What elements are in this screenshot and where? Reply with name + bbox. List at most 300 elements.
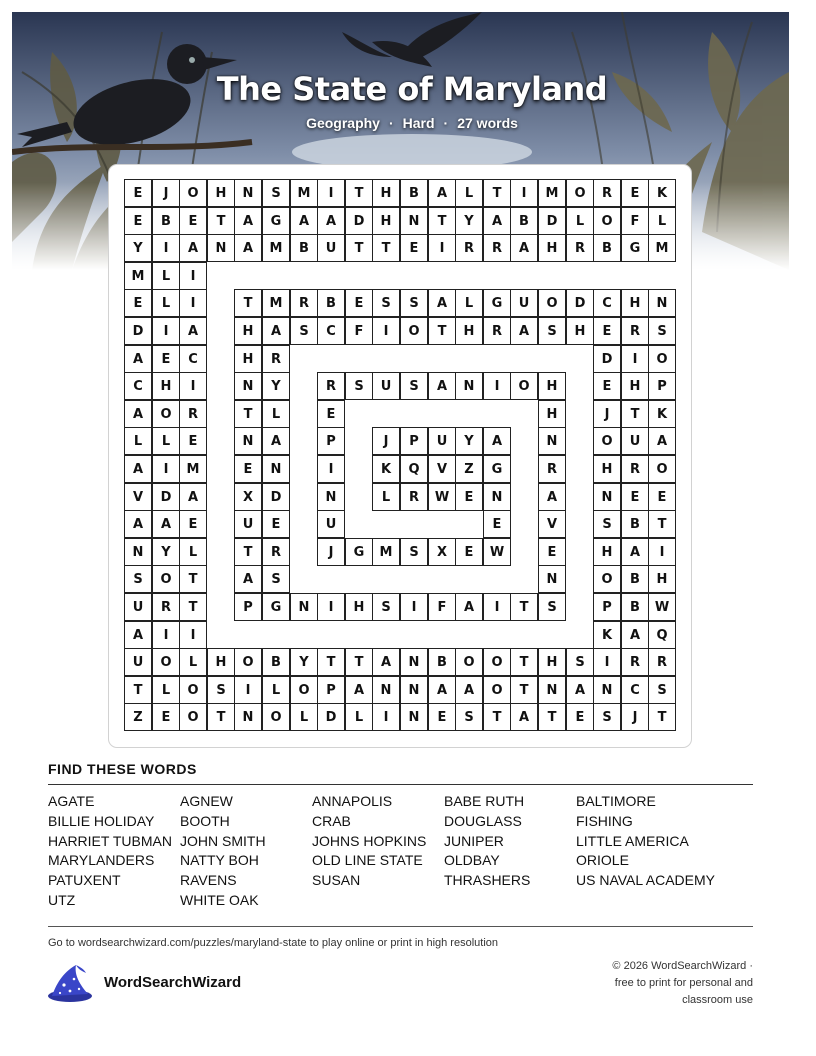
grid-cell[interactable]: B xyxy=(428,648,456,676)
grid-cell[interactable]: N xyxy=(400,207,428,235)
grid-cell[interactable]: C xyxy=(124,372,152,400)
grid-cell[interactable]: G xyxy=(621,234,649,262)
grid-cell[interactable]: A xyxy=(428,676,456,704)
grid-cell[interactable]: V xyxy=(538,510,566,538)
grid-cell[interactable]: I xyxy=(179,372,207,400)
grid-cell[interactable]: A xyxy=(510,234,538,262)
grid-cell[interactable]: O xyxy=(400,317,428,345)
grid-cell[interactable]: I xyxy=(621,345,649,373)
grid-cell[interactable]: N xyxy=(483,483,511,511)
grid-cell[interactable]: A xyxy=(510,317,538,345)
grid-cell[interactable]: H xyxy=(593,455,621,483)
grid-cell[interactable]: W xyxy=(428,483,456,511)
grid-cell[interactable]: D xyxy=(538,207,566,235)
grid-cell[interactable]: X xyxy=(234,483,262,511)
grid-cell[interactable]: O xyxy=(262,703,290,731)
grid-cell[interactable]: P xyxy=(234,593,262,621)
grid-cell[interactable]: V xyxy=(124,483,152,511)
grid-cell[interactable]: K xyxy=(372,455,400,483)
grid-cell[interactable]: C xyxy=(179,345,207,373)
grid-cell[interactable]: O xyxy=(290,676,318,704)
grid-cell[interactable]: U xyxy=(234,510,262,538)
grid-cell[interactable]: D xyxy=(152,483,180,511)
grid-cell[interactable]: D xyxy=(593,345,621,373)
grid-cell[interactable]: R xyxy=(621,455,649,483)
grid-cell[interactable]: N xyxy=(400,648,428,676)
grid-cell[interactable]: N xyxy=(317,483,345,511)
grid-cell[interactable]: O xyxy=(455,648,483,676)
grid-cell[interactable]: L xyxy=(455,179,483,207)
grid-cell[interactable]: V xyxy=(428,455,456,483)
grid-cell[interactable]: R xyxy=(621,648,649,676)
grid-cell[interactable]: N xyxy=(593,483,621,511)
grid-cell[interactable]: S xyxy=(262,565,290,593)
grid-cell[interactable]: N xyxy=(455,372,483,400)
grid-cell[interactable]: O xyxy=(510,372,538,400)
grid-cell[interactable]: R xyxy=(262,538,290,566)
grid-cell[interactable]: K xyxy=(593,621,621,649)
grid-cell[interactable]: T xyxy=(234,400,262,428)
grid-cell[interactable]: M xyxy=(262,289,290,317)
grid-cell[interactable]: I xyxy=(428,234,456,262)
grid-cell[interactable]: D xyxy=(345,207,373,235)
grid-cell[interactable]: Y xyxy=(152,538,180,566)
grid-cell[interactable]: H xyxy=(538,400,566,428)
grid-cell[interactable]: B xyxy=(262,648,290,676)
grid-cell[interactable]: A xyxy=(234,565,262,593)
grid-cell[interactable]: U xyxy=(621,427,649,455)
grid-cell[interactable]: Y xyxy=(290,648,318,676)
grid-cell[interactable]: T xyxy=(510,676,538,704)
grid-cell[interactable]: I xyxy=(372,703,400,731)
grid-cell[interactable]: P xyxy=(400,427,428,455)
grid-cell[interactable]: M xyxy=(290,179,318,207)
grid-cell[interactable]: G xyxy=(262,207,290,235)
grid-cell[interactable]: H xyxy=(538,372,566,400)
grid-cell[interactable]: T xyxy=(510,648,538,676)
grid-cell[interactable]: N xyxy=(372,676,400,704)
grid-cell[interactable]: H xyxy=(538,234,566,262)
grid-cell[interactable]: N xyxy=(234,427,262,455)
grid-cell[interactable]: O xyxy=(152,400,180,428)
grid-cell[interactable]: J xyxy=(621,703,649,731)
grid-cell[interactable]: O xyxy=(648,455,676,483)
grid-cell[interactable]: Q xyxy=(648,621,676,649)
grid-cell[interactable]: H xyxy=(152,372,180,400)
grid-cell[interactable]: I xyxy=(152,621,180,649)
grid-cell[interactable]: C xyxy=(621,676,649,704)
grid-cell[interactable]: A xyxy=(262,317,290,345)
grid-cell[interactable]: A xyxy=(428,289,456,317)
grid-cell[interactable]: L xyxy=(179,538,207,566)
grid-cell[interactable]: E xyxy=(538,538,566,566)
grid-cell[interactable]: E xyxy=(345,289,373,317)
grid-cell[interactable]: W xyxy=(648,593,676,621)
grid-cell[interactable]: A xyxy=(234,207,262,235)
grid-cell[interactable]: E xyxy=(483,510,511,538)
grid-cell[interactable]: E xyxy=(152,345,180,373)
grid-cell[interactable]: O xyxy=(593,207,621,235)
grid-cell[interactable]: L xyxy=(152,427,180,455)
grid-cell[interactable]: I xyxy=(317,455,345,483)
grid-cell[interactable]: B xyxy=(152,207,180,235)
grid-cell[interactable]: S xyxy=(124,565,152,593)
grid-cell[interactable]: L xyxy=(262,400,290,428)
grid-cell[interactable]: D xyxy=(124,317,152,345)
grid-cell[interactable]: B xyxy=(400,179,428,207)
grid-cell[interactable]: O xyxy=(566,179,594,207)
grid-cell[interactable]: F xyxy=(345,317,373,345)
grid-cell[interactable]: N xyxy=(234,372,262,400)
grid-cell[interactable]: B xyxy=(290,234,318,262)
grid-cell[interactable]: F xyxy=(428,593,456,621)
grid-cell[interactable]: K xyxy=(648,179,676,207)
grid-cell[interactable]: I xyxy=(179,289,207,317)
grid-cell[interactable]: S xyxy=(593,703,621,731)
grid-cell[interactable]: O xyxy=(179,179,207,207)
grid-cell[interactable]: A xyxy=(621,538,649,566)
grid-cell[interactable]: J xyxy=(593,400,621,428)
grid-cell[interactable]: A xyxy=(372,648,400,676)
grid-cell[interactable]: B xyxy=(621,565,649,593)
grid-cell[interactable]: S xyxy=(593,510,621,538)
grid-cell[interactable]: T xyxy=(234,289,262,317)
grid-cell[interactable]: O xyxy=(179,703,207,731)
grid-cell[interactable]: L xyxy=(290,703,318,731)
grid-cell[interactable]: L xyxy=(648,207,676,235)
grid-cell[interactable]: M xyxy=(372,538,400,566)
grid-cell[interactable]: F xyxy=(621,207,649,235)
grid-cell[interactable]: T xyxy=(207,703,235,731)
grid-cell[interactable]: R xyxy=(538,455,566,483)
grid-cell[interactable]: N xyxy=(593,676,621,704)
grid-cell[interactable]: S xyxy=(648,676,676,704)
grid-cell[interactable]: A xyxy=(124,455,152,483)
grid-cell[interactable]: T xyxy=(345,179,373,207)
grid-cell[interactable]: E xyxy=(262,510,290,538)
grid-cell[interactable]: R xyxy=(648,648,676,676)
grid-cell[interactable]: O xyxy=(593,427,621,455)
grid-cell[interactable]: T xyxy=(510,593,538,621)
grid-cell[interactable]: A xyxy=(455,676,483,704)
grid-cell[interactable]: A xyxy=(455,593,483,621)
grid-cell[interactable]: E xyxy=(124,289,152,317)
grid-cell[interactable]: I xyxy=(400,593,428,621)
grid-cell[interactable]: T xyxy=(179,565,207,593)
grid-cell[interactable]: R xyxy=(317,372,345,400)
grid-cell[interactable]: E xyxy=(455,483,483,511)
grid-cell[interactable]: U xyxy=(428,427,456,455)
grid-cell[interactable]: T xyxy=(428,317,456,345)
grid-cell[interactable]: Y xyxy=(455,427,483,455)
grid-cell[interactable]: E xyxy=(234,455,262,483)
grid-cell[interactable]: L xyxy=(152,262,180,290)
grid-cell[interactable]: C xyxy=(593,289,621,317)
grid-cell[interactable]: Y xyxy=(124,234,152,262)
grid-cell[interactable]: E xyxy=(124,207,152,235)
grid-cell[interactable]: L xyxy=(455,289,483,317)
grid-cell[interactable]: N xyxy=(538,676,566,704)
grid-cell[interactable]: A xyxy=(317,207,345,235)
grid-cell[interactable]: L xyxy=(372,483,400,511)
grid-cell[interactable]: B xyxy=(593,234,621,262)
grid-cell[interactable]: H xyxy=(372,179,400,207)
grid-cell[interactable]: N xyxy=(262,455,290,483)
grid-cell[interactable]: H xyxy=(372,207,400,235)
grid-cell[interactable]: N xyxy=(234,179,262,207)
grid-cell[interactable]: S xyxy=(455,703,483,731)
grid-cell[interactable]: R xyxy=(262,345,290,373)
grid-cell[interactable]: B xyxy=(317,289,345,317)
grid-cell[interactable]: T xyxy=(207,207,235,235)
grid-cell[interactable]: I xyxy=(317,593,345,621)
grid-cell[interactable]: I xyxy=(152,455,180,483)
grid-cell[interactable]: S xyxy=(372,289,400,317)
grid-cell[interactable]: O xyxy=(152,565,180,593)
grid-cell[interactable]: O xyxy=(593,565,621,593)
grid-cell[interactable]: R xyxy=(400,483,428,511)
grid-cell[interactable]: H xyxy=(621,372,649,400)
grid-cell[interactable]: S xyxy=(345,372,373,400)
grid-cell[interactable]: I xyxy=(152,234,180,262)
grid-cell[interactable]: S xyxy=(566,648,594,676)
grid-cell[interactable]: H xyxy=(648,565,676,593)
grid-cell[interactable]: R xyxy=(621,317,649,345)
grid-cell[interactable]: I xyxy=(179,262,207,290)
grid-cell[interactable]: T xyxy=(483,703,511,731)
grid-cell[interactable]: N xyxy=(538,565,566,593)
grid-cell[interactable]: E xyxy=(593,317,621,345)
grid-cell[interactable]: D xyxy=(317,703,345,731)
grid-cell[interactable]: T xyxy=(372,234,400,262)
grid-cell[interactable]: K xyxy=(648,400,676,428)
grid-cell[interactable]: S xyxy=(538,317,566,345)
grid-cell[interactable]: P xyxy=(317,676,345,704)
grid-cell[interactable]: O xyxy=(483,648,511,676)
grid-cell[interactable]: A xyxy=(179,317,207,345)
grid-cell[interactable]: N xyxy=(124,538,152,566)
grid-cell[interactable]: S xyxy=(207,676,235,704)
grid-cell[interactable]: T xyxy=(483,179,511,207)
grid-cell[interactable]: E xyxy=(124,179,152,207)
grid-cell[interactable]: I xyxy=(483,372,511,400)
grid-cell[interactable]: E xyxy=(400,234,428,262)
grid-cell[interactable]: X xyxy=(428,538,456,566)
grid-cell[interactable]: O xyxy=(648,345,676,373)
grid-cell[interactable]: S xyxy=(262,179,290,207)
grid-cell[interactable]: P xyxy=(317,427,345,455)
grid-cell[interactable]: U xyxy=(317,510,345,538)
grid-cell[interactable]: A xyxy=(124,621,152,649)
grid-cell[interactable]: D xyxy=(566,289,594,317)
grid-cell[interactable]: A xyxy=(152,510,180,538)
online-note[interactable]: Go to wordsearchwizard.com/puzzles/maryland-state to play online or print in high resolution xyxy=(48,937,498,949)
grid-cell[interactable]: T xyxy=(317,648,345,676)
grid-cell[interactable]: L xyxy=(345,703,373,731)
grid-cell[interactable]: I xyxy=(593,648,621,676)
grid-cell[interactable]: O xyxy=(179,676,207,704)
grid-cell[interactable]: N xyxy=(400,676,428,704)
grid-cell[interactable]: A xyxy=(124,400,152,428)
grid-cell[interactable]: S xyxy=(400,372,428,400)
grid-cell[interactable]: M xyxy=(179,455,207,483)
grid-cell[interactable]: E xyxy=(566,703,594,731)
grid-cell[interactable]: O xyxy=(483,676,511,704)
grid-cell[interactable]: I xyxy=(483,593,511,621)
grid-cell[interactable]: A xyxy=(179,483,207,511)
grid-cell[interactable]: I xyxy=(152,317,180,345)
grid-cell[interactable]: S xyxy=(400,289,428,317)
grid-cell[interactable]: A xyxy=(124,510,152,538)
grid-cell[interactable]: H xyxy=(566,317,594,345)
grid-cell[interactable]: R xyxy=(152,593,180,621)
grid-cell[interactable]: T xyxy=(345,234,373,262)
grid-cell[interactable]: Q xyxy=(400,455,428,483)
grid-cell[interactable]: E xyxy=(428,703,456,731)
grid-cell[interactable]: R xyxy=(483,317,511,345)
grid-cell[interactable]: L xyxy=(152,676,180,704)
grid-cell[interactable]: Z xyxy=(124,703,152,731)
grid-cell[interactable]: R xyxy=(455,234,483,262)
grid-cell[interactable]: H xyxy=(207,648,235,676)
grid-cell[interactable]: O xyxy=(152,648,180,676)
grid-cell[interactable]: M xyxy=(262,234,290,262)
grid-cell[interactable]: N xyxy=(234,703,262,731)
grid-cell[interactable]: H xyxy=(455,317,483,345)
grid-cell[interactable]: T xyxy=(234,538,262,566)
grid-cell[interactable]: E xyxy=(455,538,483,566)
grid-cell[interactable]: T xyxy=(648,510,676,538)
grid-cell[interactable]: E xyxy=(179,207,207,235)
grid-cell[interactable]: O xyxy=(538,289,566,317)
grid-cell[interactable]: I xyxy=(372,317,400,345)
grid-cell[interactable]: H xyxy=(621,289,649,317)
grid-cell[interactable]: R xyxy=(179,400,207,428)
grid-cell[interactable]: E xyxy=(621,179,649,207)
grid-cell[interactable]: T xyxy=(124,676,152,704)
grid-cell[interactable]: R xyxy=(593,179,621,207)
grid-cell[interactable]: I xyxy=(234,676,262,704)
grid-cell[interactable]: A xyxy=(538,483,566,511)
grid-cell[interactable]: N xyxy=(538,427,566,455)
grid-cell[interactable]: H xyxy=(345,593,373,621)
grid-cell[interactable]: L xyxy=(152,289,180,317)
grid-cell[interactable]: E xyxy=(593,372,621,400)
grid-cell[interactable]: E xyxy=(648,483,676,511)
grid-cell[interactable]: E xyxy=(152,703,180,731)
grid-cell[interactable]: D xyxy=(262,483,290,511)
grid-cell[interactable]: R xyxy=(483,234,511,262)
grid-cell[interactable]: A xyxy=(290,207,318,235)
brand-name[interactable]: WordSearchWizard xyxy=(104,974,242,991)
grid-cell[interactable]: A xyxy=(428,179,456,207)
grid-cell[interactable]: J xyxy=(372,427,400,455)
grid-cell[interactable]: L xyxy=(262,676,290,704)
grid-cell[interactable]: Z xyxy=(455,455,483,483)
grid-cell[interactable]: Y xyxy=(455,207,483,235)
grid-cell[interactable]: S xyxy=(372,593,400,621)
grid-cell[interactable]: A xyxy=(345,676,373,704)
grid-cell[interactable]: A xyxy=(234,234,262,262)
grid-cell[interactable]: S xyxy=(648,317,676,345)
grid-cell[interactable]: E xyxy=(621,483,649,511)
grid-cell[interactable]: H xyxy=(234,345,262,373)
grid-cell[interactable]: N xyxy=(207,234,235,262)
grid-cell[interactable]: T xyxy=(538,703,566,731)
grid-cell[interactable]: S xyxy=(538,593,566,621)
grid-cell[interactable]: G xyxy=(483,455,511,483)
grid-cell[interactable]: U xyxy=(124,593,152,621)
grid-cell[interactable]: U xyxy=(510,289,538,317)
grid-cell[interactable]: E xyxy=(179,510,207,538)
grid-cell[interactable]: P xyxy=(593,593,621,621)
grid-cell[interactable]: M xyxy=(538,179,566,207)
grid-cell[interactable]: H xyxy=(207,179,235,207)
grid-cell[interactable]: B xyxy=(621,593,649,621)
grid-cell[interactable]: T xyxy=(345,648,373,676)
grid-cell[interactable]: N xyxy=(290,593,318,621)
grid-cell[interactable]: B xyxy=(510,207,538,235)
grid-cell[interactable]: I xyxy=(648,538,676,566)
grid-cell[interactable]: N xyxy=(648,289,676,317)
grid-cell[interactable]: A xyxy=(510,703,538,731)
grid-cell[interactable]: T xyxy=(179,593,207,621)
grid-cell[interactable]: E xyxy=(179,427,207,455)
grid-cell[interactable]: J xyxy=(317,538,345,566)
grid-cell[interactable]: A xyxy=(262,427,290,455)
grid-cell[interactable]: I xyxy=(510,179,538,207)
grid-cell[interactable]: U xyxy=(317,234,345,262)
grid-cell[interactable]: G xyxy=(262,593,290,621)
grid-cell[interactable]: H xyxy=(538,648,566,676)
grid-cell[interactable]: S xyxy=(290,317,318,345)
grid-cell[interactable]: U xyxy=(124,648,152,676)
grid-cell[interactable]: M xyxy=(648,234,676,262)
grid-cell[interactable]: I xyxy=(317,179,345,207)
grid-cell[interactable]: T xyxy=(648,703,676,731)
grid-cell[interactable]: N xyxy=(400,703,428,731)
grid-cell[interactable]: T xyxy=(621,400,649,428)
grid-cell[interactable]: A xyxy=(648,427,676,455)
grid-cell[interactable]: R xyxy=(290,289,318,317)
grid-cell[interactable]: A xyxy=(483,207,511,235)
grid-cell[interactable]: L xyxy=(566,207,594,235)
grid-cell[interactable]: H xyxy=(593,538,621,566)
grid-cell[interactable]: Y xyxy=(262,372,290,400)
grid-cell[interactable]: A xyxy=(566,676,594,704)
grid-cell[interactable]: I xyxy=(179,621,207,649)
grid-cell[interactable]: A xyxy=(179,234,207,262)
grid-cell[interactable]: L xyxy=(124,427,152,455)
grid-cell[interactable]: A xyxy=(124,345,152,373)
grid-cell[interactable]: E xyxy=(317,400,345,428)
grid-cell[interactable]: C xyxy=(317,317,345,345)
grid-cell[interactable]: T xyxy=(428,207,456,235)
grid-cell[interactable]: R xyxy=(566,234,594,262)
grid-cell[interactable]: A xyxy=(621,621,649,649)
grid-cell[interactable]: S xyxy=(400,538,428,566)
grid-cell[interactable]: A xyxy=(428,372,456,400)
grid-cell[interactable]: P xyxy=(648,372,676,400)
grid-cell[interactable]: G xyxy=(345,538,373,566)
grid-cell[interactable]: G xyxy=(483,289,511,317)
grid-cell[interactable]: A xyxy=(483,427,511,455)
grid-cell[interactable]: L xyxy=(179,648,207,676)
grid-cell[interactable]: M xyxy=(124,262,152,290)
grid-cell[interactable]: H xyxy=(234,317,262,345)
grid-cell[interactable]: J xyxy=(152,179,180,207)
grid-cell[interactable]: B xyxy=(621,510,649,538)
